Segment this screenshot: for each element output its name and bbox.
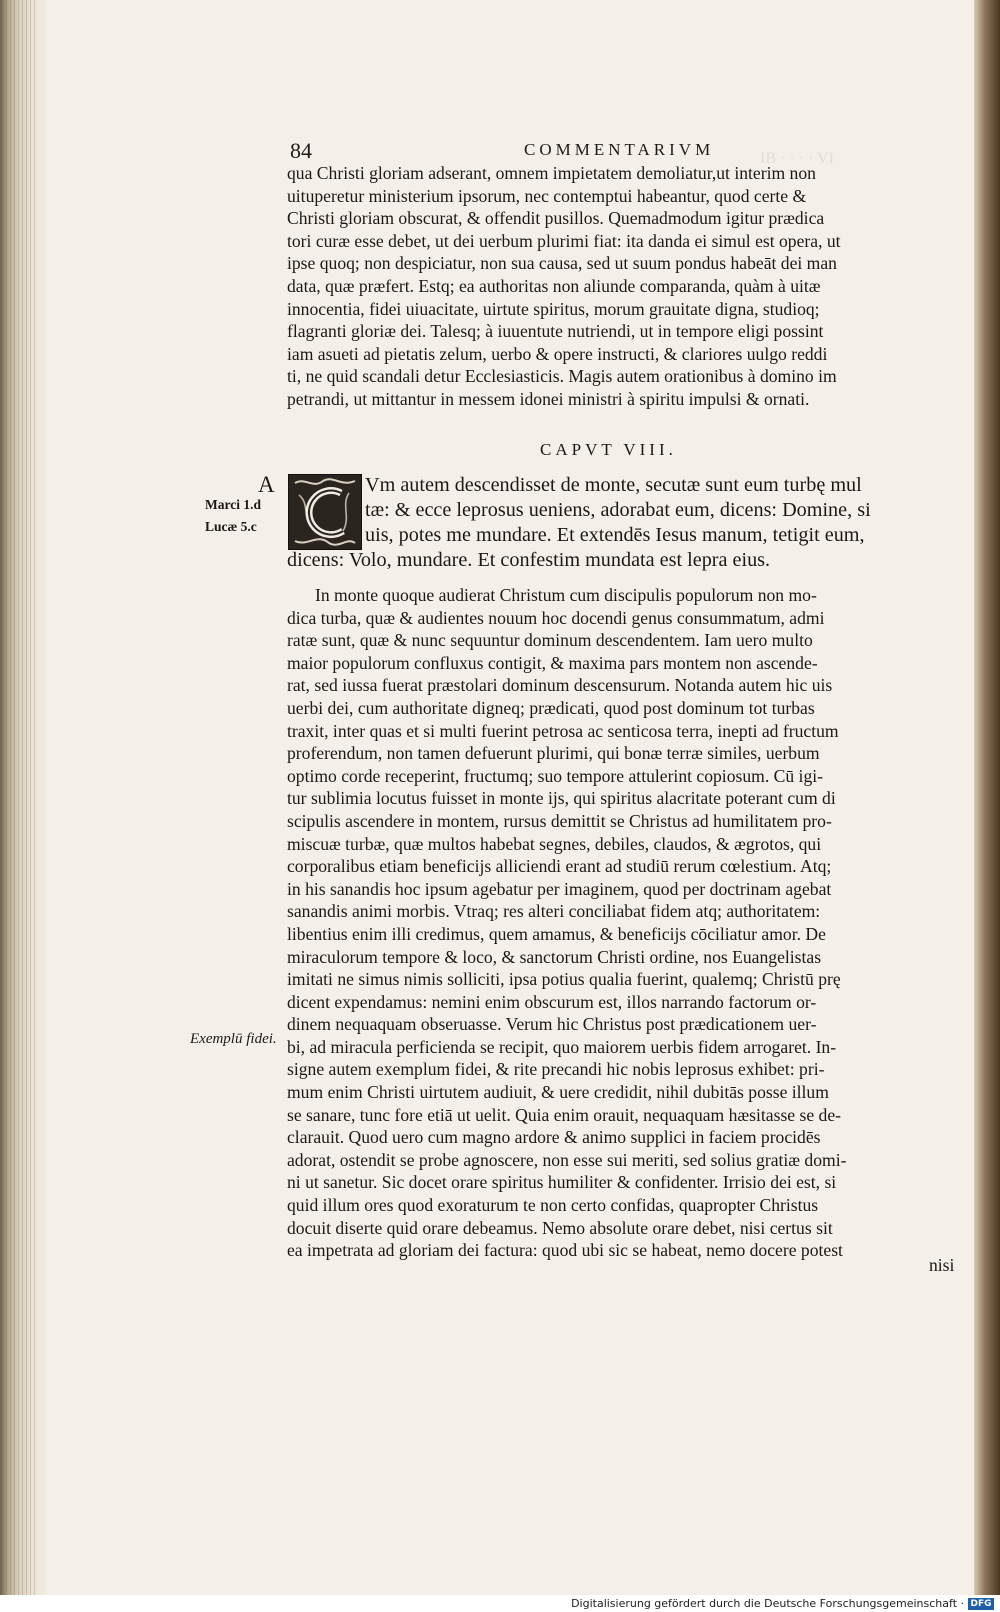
text-line: se sanare, tunc fore etiā ut uelit. Quia enim orauit, nequaquam hæsitasse se de- xyxy=(287,1104,842,1125)
scripture-verse xyxy=(365,473,965,548)
text-line: optimo corde receperint, fructumq; suo tempore attulerint copiosum. Cū igi- xyxy=(287,765,823,786)
text-line: dinem nequaquam obseruasse. Verum hic Christus post prædicationem uer- xyxy=(287,1014,817,1035)
text-line: ea impetrata ad gloriam dei factura: quod ubi sic se habeat, nemo docere potest xyxy=(287,1240,843,1261)
text-line: ti, ne quid scandali detur Ecclesiasticis. Magis autem orationibus à domino im xyxy=(287,366,837,387)
text-line: flagranti gloriæ dei. Talesq; à iuuentute nutriendi, ut in tempore eligi possint xyxy=(287,321,824,342)
text-line: sanandis animi morbis. Vtraq; res alteri conciliabat fidem atq; authoritatem: xyxy=(287,901,821,922)
text-line: corporalibus etiam beneficijs alliciendi erant ad studiū rerum cœlestium. Atq; xyxy=(287,856,832,877)
text-line: tur sublimia locutus fuisset in monte ijs, qui spiritus alacritate poterant cum di xyxy=(287,788,836,809)
running-title: COMMENTARIVM xyxy=(524,140,715,159)
commentary-paragraph xyxy=(287,584,962,1262)
text-line: petrandi, ut mittantur in messem idonei ministri à spiritu impulsi & ornati. xyxy=(287,388,810,409)
text-line: docuit diserte quid orare debeamus. Nemo absolute orare debet, nisi certus sit xyxy=(287,1217,833,1238)
text-line: In monte quoque audierat Christum cum discipulis populorum non mo- xyxy=(315,585,817,605)
verse-line: dicens: Volo, mundare. Et confestim mundata est lepra eius. xyxy=(287,549,771,571)
text-line: ni ut sanetur. Sic docet orare spiritus humiliter & confidenter. Irrisio dei est, si xyxy=(287,1172,837,1193)
margin-reference: Exemplū fidei. xyxy=(190,1031,277,1047)
text-line: mum enim Christi uirtutem audiuit, & uere credidit, nihil dubitās posse illum xyxy=(287,1082,829,1103)
funding-credit: Digitalisierung gefördert durch die Deutsche Forschungsgemeinschaft · xyxy=(571,1597,964,1610)
text-line: uerbi dei, cum authoritate digneq; prædicati, quod post dominum tot turbas xyxy=(287,697,815,718)
paragraph-continued xyxy=(287,162,962,411)
page-number: 84 xyxy=(290,138,312,163)
text-line: qua Christi gloriam adserant, omnem impietatem demoliatur,ut interim non xyxy=(287,163,816,183)
decorated-initial-letter xyxy=(288,474,362,550)
text-line: miraculorum tempore & loco, & sanctorum Christi ordine, nos Euangelistas xyxy=(287,946,822,967)
text-line: in his sanandis hoc ipsum agebatur per imaginem, quod per doctrinam agebat xyxy=(287,878,832,899)
text-line: bi, ad miracula perficienda se recipit, quo maiorem uerbis fidem arrogaret. In- xyxy=(287,1036,837,1057)
text-line: ipse quoq; non despiciatur, non sua causa, sed ut suum pondus habeāt dei man xyxy=(287,253,837,274)
section-marker: A xyxy=(258,472,275,497)
verse-line: Vm autem descendisset de monte, secutæ sunt eum turbę mul xyxy=(365,474,862,496)
text-line: traxit, inter quas et si multi fuerint petrosa ac senticosa terra, inepti ad fructum xyxy=(287,720,839,741)
text-line: dicent expendamus: nemini enim obscurum est, illos narrando factorum or- xyxy=(287,991,817,1012)
chapter-heading: CAPVT VIII. xyxy=(540,440,677,459)
margin-reference: Lucæ 5.c xyxy=(205,519,257,534)
text-line: iam asueti ad pietatis zelum, uerbo & opere instructi, & clariores uulgo reddi xyxy=(287,343,828,364)
catchword: nisi xyxy=(929,1255,955,1275)
text-line: uituperetur ministerium ipsorum, nec contemptui habeantur, quod certe & xyxy=(287,185,807,206)
ornamental-initial-c-icon xyxy=(289,475,361,549)
text-line: clarauit. Quod uero cum magno ardore & animo supplici in faciem procidēs xyxy=(287,1127,821,1148)
text-line: imitati ne simus nimis solliciti, ipsa potius qualia fuerint, qualemq; Christū prę xyxy=(287,969,841,990)
text-line: adorat, ostendit se probe agnoscere, non esse sui meriti, sed solius gratiæ domi- xyxy=(287,1149,847,1170)
text-line: rat, sed iussa fuerat præstolari dominum descensurum. Notanda autem hic uis xyxy=(287,675,833,696)
book-page-edges-left xyxy=(0,0,46,1595)
verse-line: tæ: & ecce leprosus ueniens, adorabat eum, dicens: Domine, si xyxy=(365,499,871,521)
verse-line: uis, potes me mundare. Et extendēs Iesus manum, tetigit eum, xyxy=(365,524,865,546)
margin-reference: Marci 1.d xyxy=(205,497,261,512)
text-line: Christi gloriam obscurat, & offendit pusillos. Quemadmodum igitur prædica xyxy=(287,208,825,229)
text-line: dica turba, quæ & audientes nouum hoc docendi genus consummatum, admi xyxy=(287,607,825,628)
text-line: miscuæ turbæ, quæ multos habebat segnes, debiles, claudos, & ægrotos, qui xyxy=(287,833,822,854)
text-line: quid illum ores quod exoraturum te non certo confidas, quapropter Christus xyxy=(287,1195,819,1216)
text-line: scipulis ascendere in montem, rursus demittit se Christus ad humilitatem pro- xyxy=(287,810,832,831)
text-line: maior populorum confluxus contigit, & maxima pars montem non ascende- xyxy=(287,652,818,673)
text-line: ratæ sunt, quæ & nunc sequuntur dominum descendentem. Iam uero multo xyxy=(287,630,813,651)
dfg-logo-icon: DFG xyxy=(968,1598,994,1610)
text-line: proferendum, non tamen defuerunt plurimi, qui bonæ terræ similes, uerbum xyxy=(287,743,820,764)
text-line: data, quæ præfert. Estq; ea authoritas non aliunde comparanda, quàm à uitæ xyxy=(287,275,821,296)
text-line: signe autem exemplum fidei, & rite precandi hic nobis leprosus exhibet: pri- xyxy=(287,1059,825,1080)
text-line: innocentia, fidei uiuacitate, uirtute spiritus, morum grauitate digna, studioq; xyxy=(287,298,820,319)
show-through-text: IB · · · · VI xyxy=(760,150,834,167)
text-line: tori curæ esse debet, ut dei uerbum plurimi fiat: ita danda ei simul est opera, ut xyxy=(287,230,841,251)
text-line: libentius enim illi credimus, quem amamus, & beneficijs cōciliatur amor. De xyxy=(287,923,826,944)
book-binding-right xyxy=(974,0,1000,1595)
